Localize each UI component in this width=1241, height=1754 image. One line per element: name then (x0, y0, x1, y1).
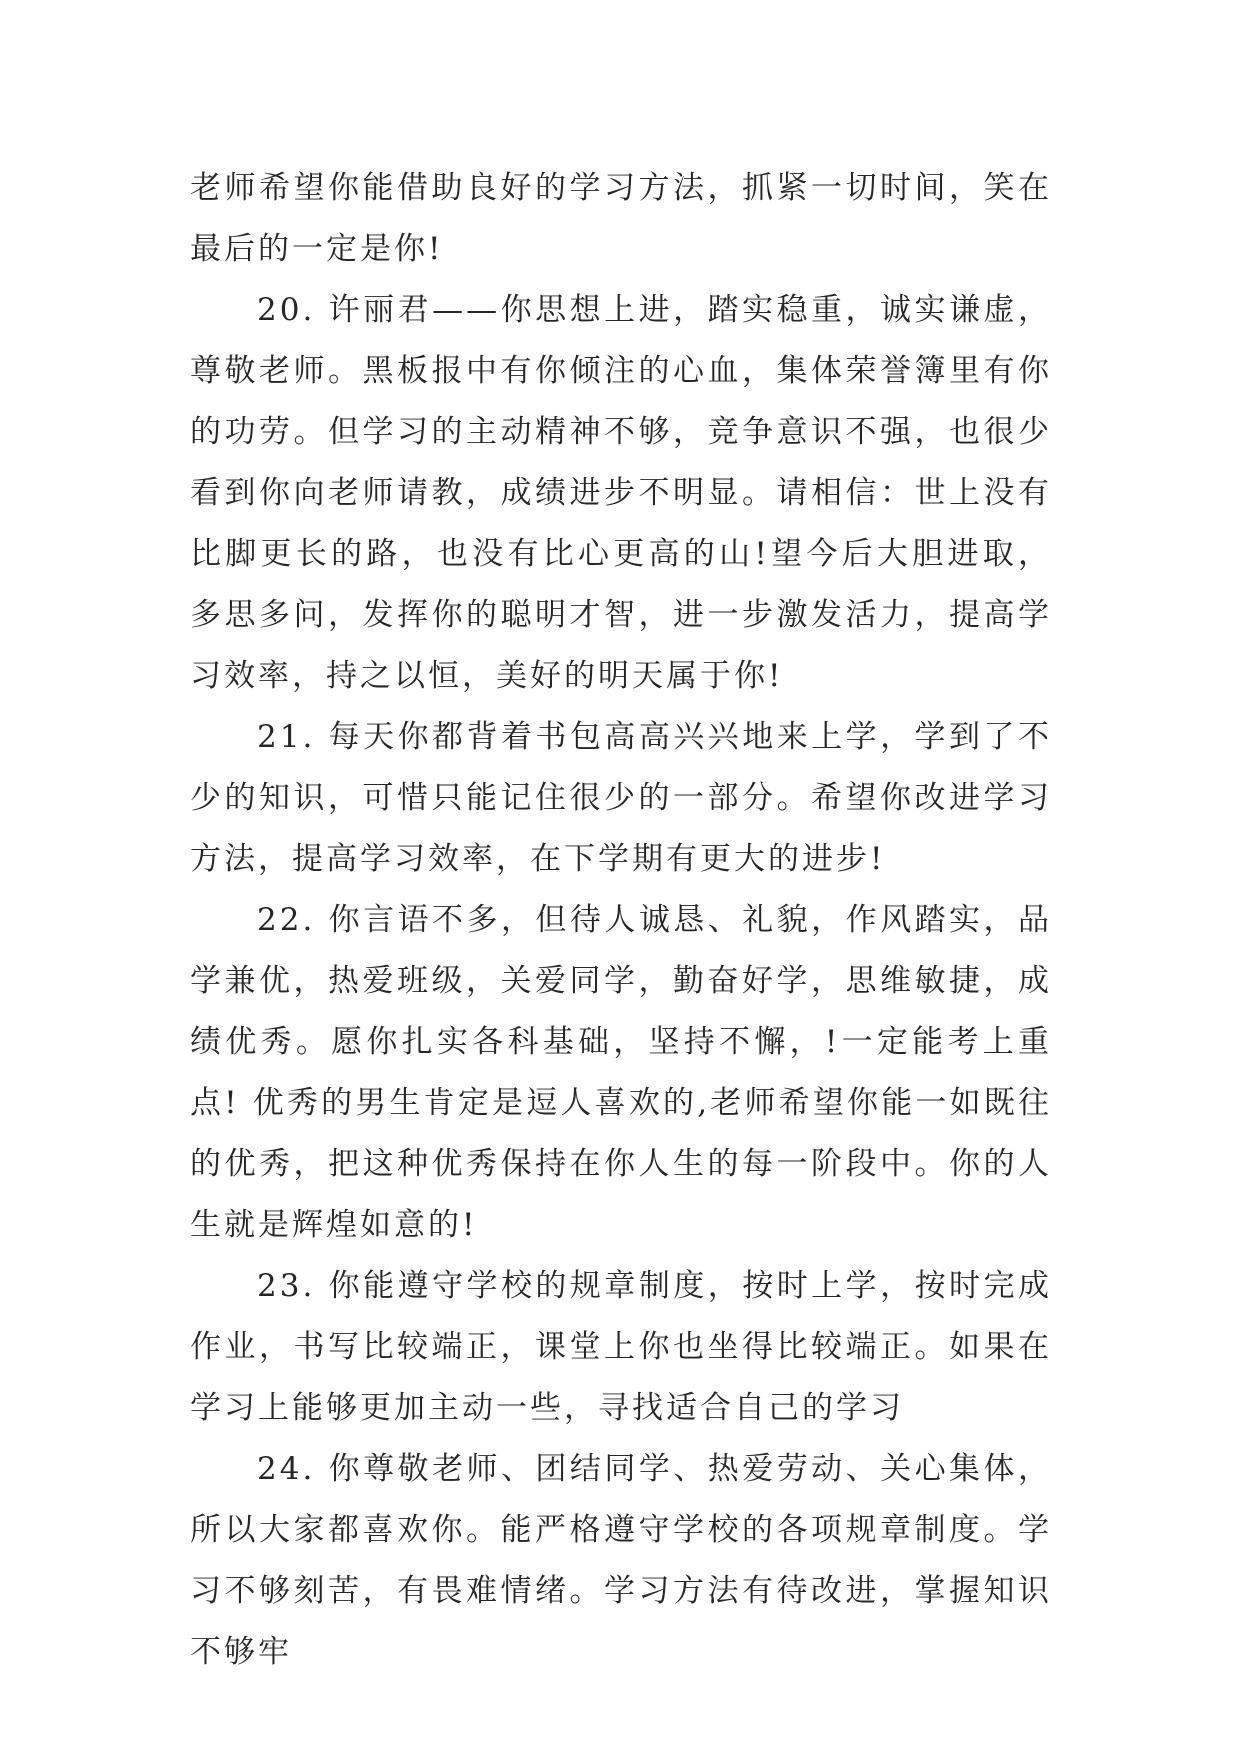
paragraph-item-23: 23. 你能遵守学校的规章制度，按时上学，按时完成作业，书写比较端正，课堂上你也坐得比较端正。如果在学习上能够更加主动一些，寻找适合自己的学习 (190, 1268, 1052, 1426)
paragraph-continuation: 老师希望你能借助良好的学习方法，抓紧一切时间，笑在最后的一定是你! (190, 170, 1052, 267)
paragraph-item-21: 21. 每天你都背着书包高高兴兴地来上学，学到了不少的知识，可惜只能记住很少的一部分。希望你改进学习方法，提高学习效率，在下学期有更大的进步! (190, 719, 1052, 877)
paragraph-item-20: 20. 许丽君——你思想上进，踏实稳重，诚实谦虚，尊敬老师。黑板报中有你倾注的心血，集体荣誉簿里有你的功劳。但学习的主动精神不够，竞争意识不强，也很少看到你向老师请教，成绩进步不明显。请相信：世上没有比脚更长的路，也没有比心更高的山!望今后大胆进取，多思多问，发挥你的聪明才智，进一步激发活力，提高学习效率，持之以恒，美好的明天属于你! (190, 292, 1052, 694)
paragraph-item-22: 22. 你言语不多，但待人诚恳、礼貌，作风踏实，品学兼优，热爱班级，关爱同学，勤奋好学，思维敏捷，成绩优秀。愿你扎实各科基础，坚持不懈，!一定能考上重点! 优秀的男生肯定是逗人喜欢的,老师希望你能一如既往的优秀，把这种优秀保持在你人生的每一阶段中。你的人生就是辉煌如意的! (190, 902, 1052, 1243)
document-body (190, 158, 1052, 1683)
paragraph-item-24: 24. 你尊敬老师、团结同学、热爱劳动、关心集体，所以大家都喜欢你。能严格遵守学校的各项规章制度。学习不够刻苦，有畏难情绪。学习方法有待改进，掌握知识不够牢 (190, 1451, 1052, 1670)
